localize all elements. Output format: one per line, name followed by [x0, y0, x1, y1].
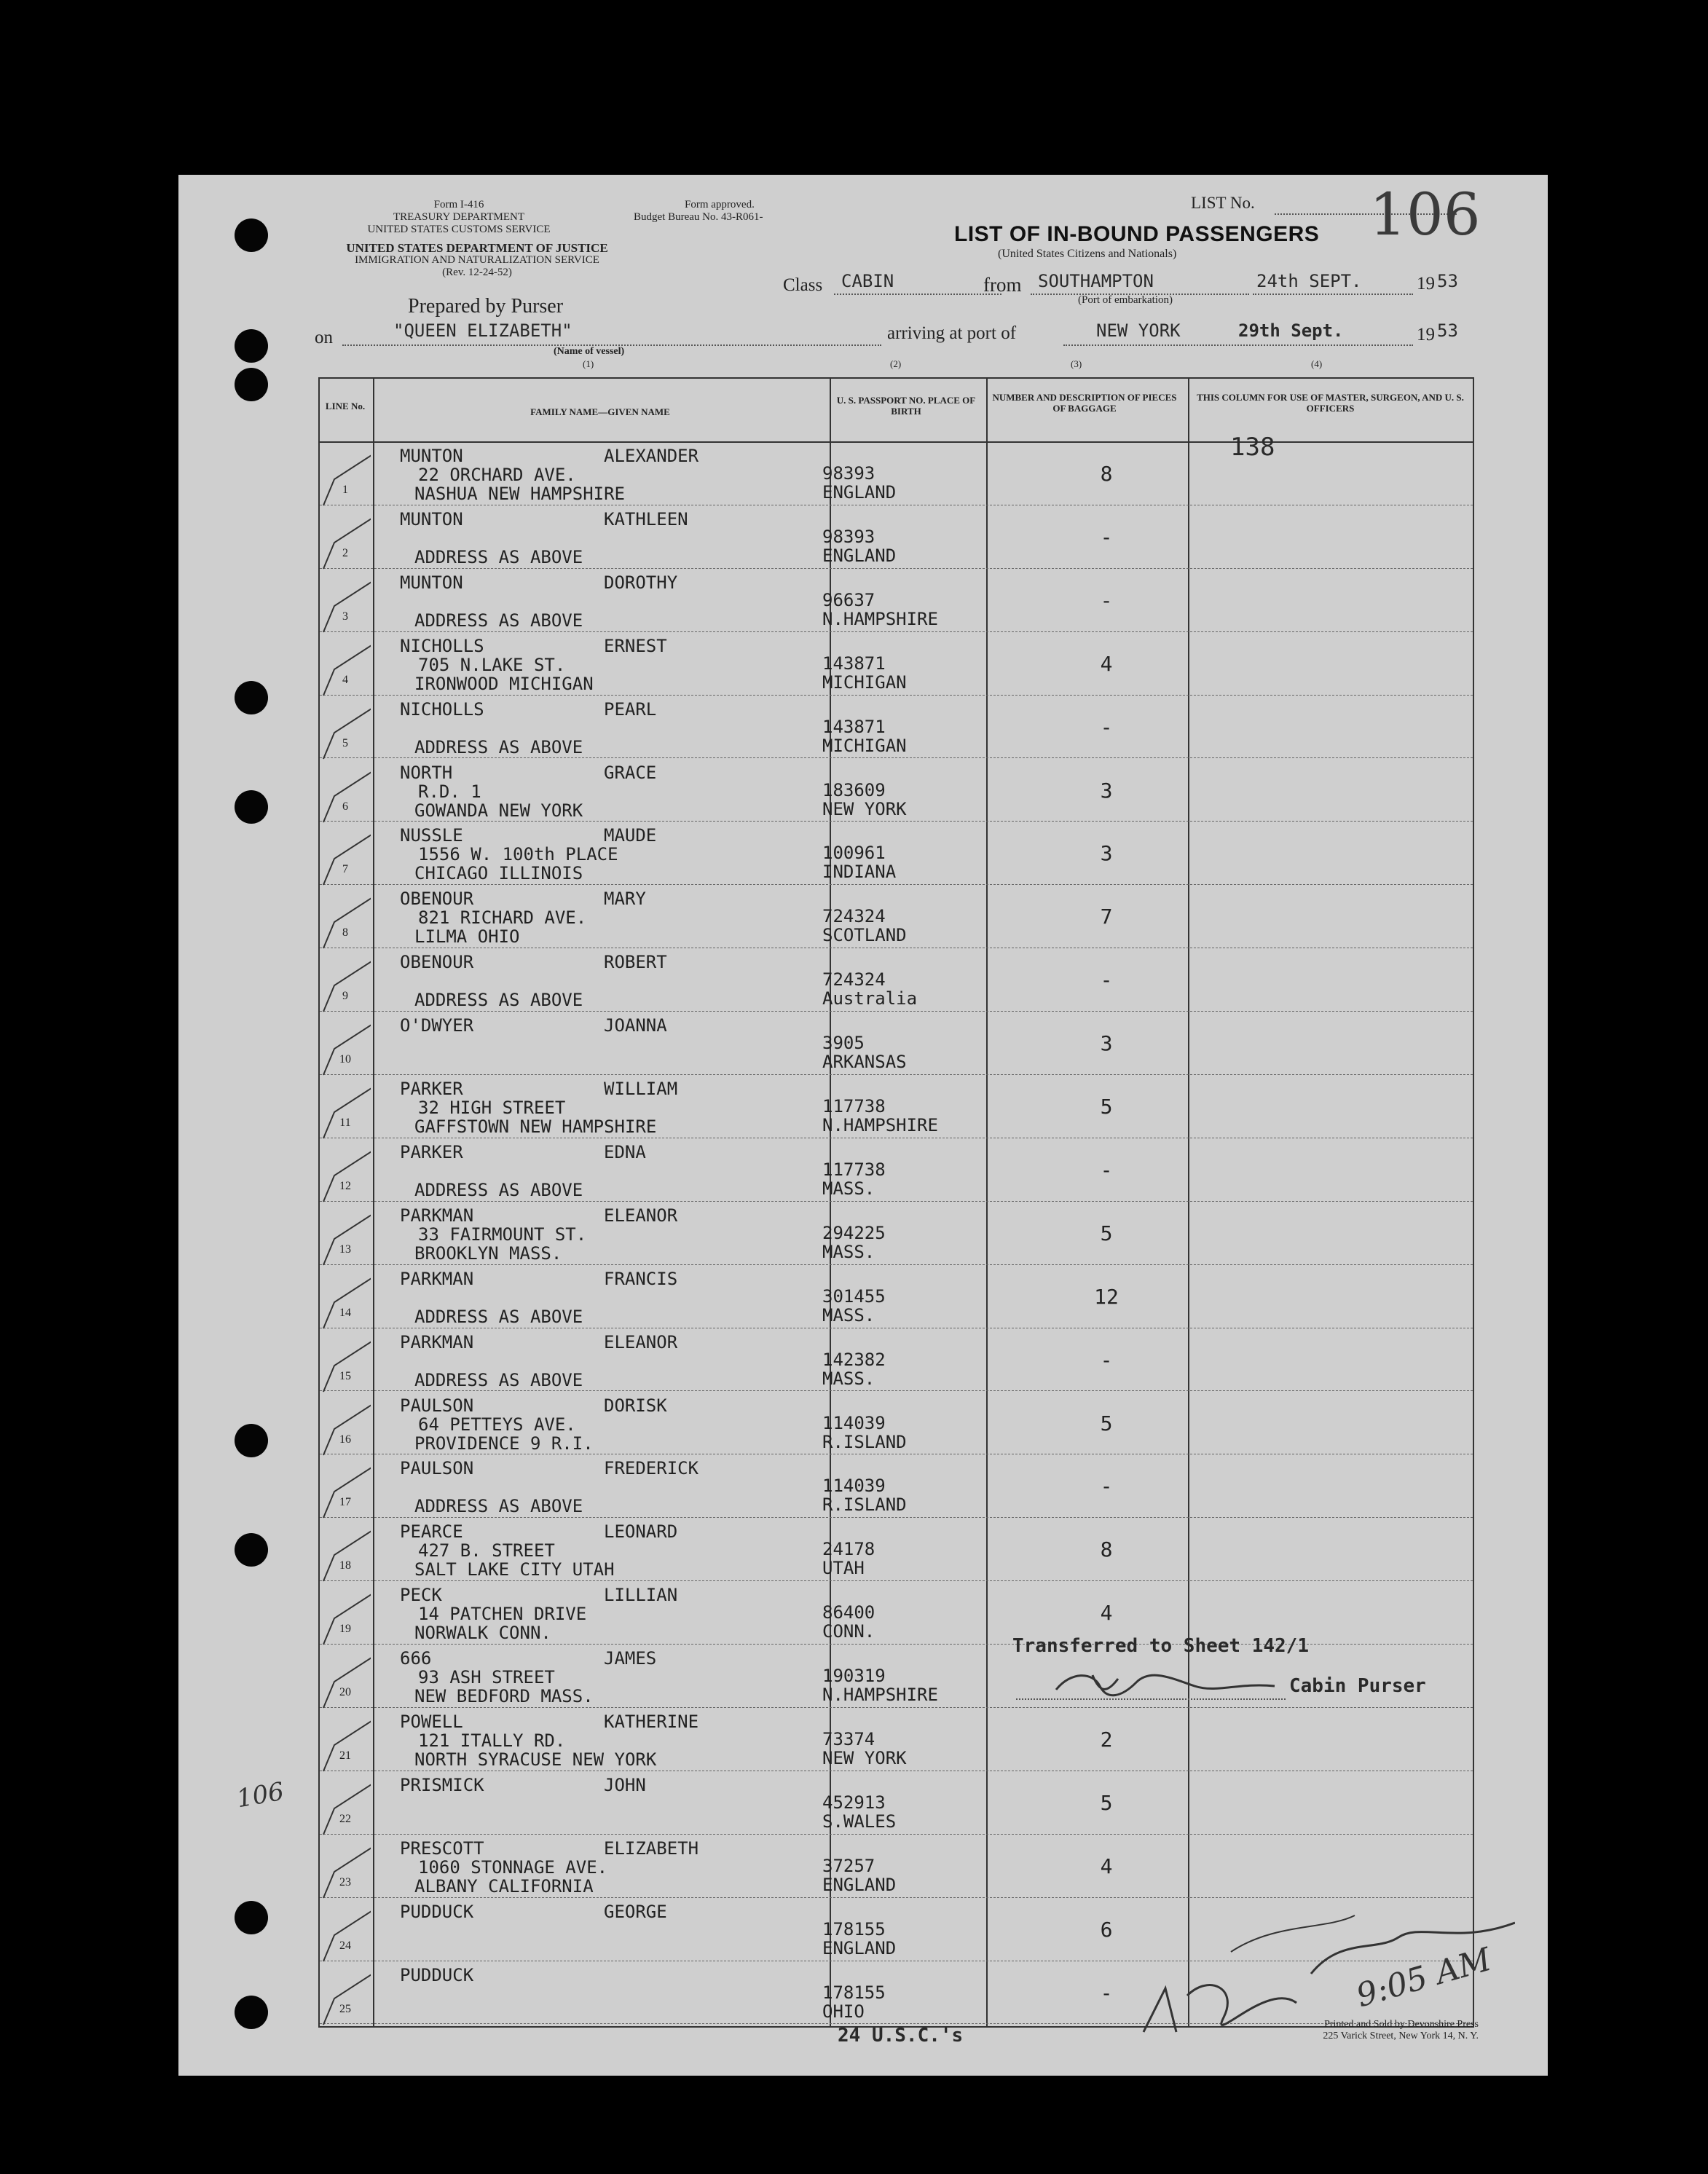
family-name: OBENOUR	[400, 889, 474, 910]
from-port: SOUTHAMPTON	[1038, 271, 1154, 291]
place-of-birth: R.ISLAND	[822, 1431, 907, 1452]
address-line-2: ADDRESS AS ABOVE	[414, 1179, 583, 1200]
table-row	[320, 1771, 1473, 1835]
family-name: PECK	[400, 1585, 442, 1606]
given-name: KATHERINE	[604, 1712, 699, 1732]
place-of-birth: ENGLAND	[822, 482, 897, 503]
check-mark	[320, 1005, 371, 1078]
passport-number: 114039	[822, 1412, 886, 1433]
passport-number: 724324	[822, 969, 886, 990]
passport-number: 183609	[822, 779, 886, 800]
baggage-count: -	[1100, 714, 1113, 739]
check-mark	[320, 1322, 371, 1395]
binder-hole	[235, 1533, 268, 1567]
vessel-caption: (Name of vessel)	[554, 346, 625, 357]
passport-number: 294225	[822, 1222, 886, 1243]
form-approval-block	[634, 199, 808, 224]
passport-number: 86400	[822, 1602, 875, 1623]
col-num-2: (2)	[890, 358, 902, 369]
baggage-count: -	[1100, 588, 1113, 613]
place-of-birth: ENGLAND	[822, 545, 897, 566]
table-row	[320, 1834, 1473, 1898]
passport-number: 98393	[822, 463, 875, 484]
given-name: LEONARD	[604, 1521, 678, 1543]
printer-line-2: 225 Varick Street, New York 14, N. Y.	[1323, 2031, 1479, 2041]
address-line-2: NORWALK CONN.	[414, 1623, 551, 1644]
arriving-year: 53	[1437, 320, 1458, 341]
baggage-count: -	[1100, 1157, 1113, 1182]
address-line-2: NORTH SYRACUSE NEW YORK	[414, 1749, 657, 1770]
baggage-count: -	[1100, 524, 1113, 549]
table-row	[320, 505, 1473, 569]
address-line-2: ADDRESS AS ABOVE	[414, 736, 583, 757]
address-line-1: 705 N.LAKE ST.	[418, 654, 566, 675]
vessel-name: "QUEEN ELIZABETH"	[393, 320, 572, 341]
check-mark	[320, 499, 371, 572]
line-number: 18	[339, 1559, 351, 1572]
check-mark	[320, 1511, 371, 1584]
check-mark	[320, 1955, 371, 2028]
family-name: PUDDUCK	[400, 1901, 474, 1922]
port-embarkation-caption: (Port of embarkation)	[1078, 294, 1173, 306]
address-line-1: 427 B. STREET	[418, 1540, 555, 1561]
baggage-count: 12	[1094, 1284, 1119, 1309]
place-of-birth: Australia	[822, 988, 918, 1009]
check-mark	[320, 1701, 371, 1774]
address-line-2: ALBANY CALIFORNIA	[414, 1875, 594, 1897]
line-number: 15	[339, 1369, 351, 1382]
table-row	[320, 1264, 1473, 1328]
family-name: 666	[400, 1648, 432, 1669]
family-name: OBENOUR	[400, 952, 474, 973]
passport-number: 96637	[822, 589, 875, 610]
given-name: MARY	[604, 889, 646, 910]
family-name: PARKMAN	[400, 1331, 474, 1352]
total-citizens: 24 U.S.C.'s	[838, 2025, 964, 2047]
line-number: 11	[339, 1116, 351, 1129]
place-of-birth: NEW YORK	[822, 798, 907, 819]
given-name: ROBERT	[604, 952, 667, 973]
table-row	[320, 631, 1473, 696]
table-row	[320, 1138, 1473, 1202]
place-of-birth: ARKANSAS	[822, 1052, 907, 1073]
check-mark	[320, 1195, 371, 1268]
line-number: 4	[342, 673, 348, 686]
baggage-count: 6	[1100, 1917, 1113, 1942]
passport-number: 301455	[822, 1285, 886, 1307]
baggage-count: 4	[1100, 651, 1113, 676]
check-mark	[320, 1575, 371, 1647]
list-number-label: LIST No.	[1191, 194, 1255, 212]
address-line-1: 821 RICHARD AVE.	[418, 907, 587, 929]
from-label: from	[983, 274, 1022, 296]
transfer-purser-label: Cabin Purser	[1289, 1675, 1426, 1697]
document-title: LIST OF IN-BOUND PASSENGERS	[954, 222, 1320, 246]
time-note: 9:05 AM	[1352, 1940, 1495, 2015]
given-name: MAUDE	[604, 825, 657, 846]
given-name: DOROTHY	[604, 572, 678, 593]
baggage-count: 3	[1100, 841, 1113, 866]
arriving-year-prefix: 19	[1417, 325, 1435, 344]
place-of-birth: ENGLAND	[822, 1937, 897, 1958]
place-of-birth: N.HAMPSHIRE	[822, 1115, 938, 1135]
address-line-1: 32 HIGH STREET	[418, 1098, 566, 1118]
address-line-2: PROVIDENCE 9 R.I.	[414, 1433, 594, 1454]
on-label: on	[315, 328, 333, 347]
binder-hole	[235, 329, 268, 363]
table-row	[320, 568, 1473, 632]
binder-hole	[235, 218, 268, 252]
baggage-count: -	[1100, 1980, 1113, 2005]
given-name: FRANCIS	[604, 1268, 678, 1289]
binder-hole	[235, 1901, 268, 1934]
col-num-4: (4)	[1311, 358, 1323, 369]
table-row	[320, 1011, 1473, 1075]
address-line-1: 93 ASH STREET	[418, 1667, 555, 1688]
place-of-birth: CONN.	[822, 1621, 875, 1642]
baggage-count: 5	[1100, 1095, 1113, 1119]
passport-number: 37257	[822, 1855, 875, 1876]
given-name: GEORGE	[604, 1901, 667, 1922]
passport-number: 143871	[822, 716, 886, 737]
class-value: CABIN	[841, 271, 894, 291]
officer-count-note: 138	[1230, 433, 1275, 462]
line-number: 9	[342, 990, 348, 1003]
address-line-1: 14 PATCHEN DRIVE	[418, 1604, 587, 1625]
line-number: 13	[339, 1242, 351, 1256]
line-number: 14	[339, 1306, 351, 1319]
place-of-birth: MASS.	[822, 1178, 875, 1199]
line-number: 1	[342, 484, 348, 496]
given-name: PEARL	[604, 698, 657, 720]
check-mark	[320, 1385, 371, 1458]
family-name: MUNTON	[400, 446, 463, 466]
given-name: FREDERICK	[604, 1458, 699, 1479]
form-revision: (Rev. 12-24-52)	[442, 267, 512, 278]
table-row	[320, 758, 1473, 822]
table-row	[320, 1328, 1473, 1392]
family-name: PRISMICK	[400, 1774, 484, 1795]
address-line-1: 33 FAIRMOUNT ST.	[418, 1224, 587, 1245]
baggage-count: 3	[1100, 778, 1113, 803]
given-name: ALEXANDER	[604, 446, 699, 466]
baggage-count: 3	[1100, 1031, 1113, 1056]
family-name: PARKMAN	[400, 1205, 474, 1226]
passenger-table	[318, 377, 1474, 2028]
given-name: JAMES	[604, 1648, 657, 1669]
check-mark	[320, 942, 371, 1015]
address-line-2: SALT LAKE CITY UTAH	[414, 1559, 615, 1580]
check-mark	[320, 1448, 371, 1521]
address-line-1: 1556 W. 100th PLACE	[418, 844, 618, 865]
check-mark	[320, 1828, 371, 1901]
given-name: JOHN	[604, 1774, 646, 1795]
place-of-birth: UTAH	[822, 1558, 865, 1579]
line-number: 25	[339, 2002, 351, 2015]
check-mark	[320, 436, 371, 508]
line-number: 24	[339, 1939, 351, 1952]
family-name: PEARCE	[400, 1521, 463, 1543]
check-mark	[320, 1068, 371, 1141]
check-mark	[320, 1132, 371, 1205]
family-name: PUDDUCK	[400, 1964, 474, 1985]
family-name: PARKER	[400, 1079, 463, 1099]
from-date: 24th SEPT.	[1256, 271, 1362, 291]
address-line-1: R.D. 1	[418, 781, 481, 802]
address-line-1: 121 ITALLY RD.	[418, 1730, 566, 1751]
form-number: Form I-416	[433, 199, 484, 210]
from-date-line	[1253, 294, 1413, 295]
passport-number: 114039	[822, 1476, 886, 1497]
col-header-baggage: NUMBER AND DESCRIPTION OF PIECES OF BAGGAGE	[992, 392, 1177, 414]
baggage-count: 4	[1100, 1854, 1113, 1878]
table-row	[320, 1391, 1473, 1455]
family-name: NICHOLLS	[400, 635, 484, 656]
line-number: 23	[339, 1875, 351, 1889]
check-mark	[320, 1259, 371, 1331]
passport-number: 143871	[822, 653, 886, 674]
place-of-birth: N.HAMPSHIRE	[822, 1685, 938, 1706]
table-header	[320, 379, 1473, 443]
transfer-note: Transferred to Sheet 142/1	[1012, 1635, 1309, 1657]
prepared-by-label: Prepared by Purser	[408, 295, 564, 318]
place-of-birth: ENGLAND	[822, 1874, 897, 1895]
check-mark	[320, 1638, 371, 1711]
baggage-count: 4	[1100, 1601, 1113, 1626]
budget-bureau: Budget Bureau No. 43-R061-	[634, 211, 763, 223]
table-row	[320, 1707, 1473, 1771]
address-line-2: BROOKLYN MASS.	[414, 1242, 562, 1264]
given-name: ELIZABETH	[604, 1838, 699, 1859]
check-mark	[320, 562, 371, 635]
family-name: PARKER	[400, 1141, 463, 1162]
check-mark	[320, 815, 371, 888]
document-subtitle: (United States Citizens and Nationals)	[998, 248, 1177, 260]
check-mark	[320, 752, 371, 825]
passport-number: 24178	[822, 1539, 875, 1560]
place-of-birth: INDIANA	[822, 862, 897, 883]
place-of-birth: MICHIGAN	[822, 672, 907, 693]
purser-signature	[1049, 1664, 1282, 1704]
margin-note: 106	[235, 1776, 286, 1814]
address-line-2: IRONWOOD MICHIGAN	[414, 673, 594, 694]
col-num-3: (3)	[1071, 358, 1082, 369]
given-name: LILLIAN	[604, 1585, 678, 1606]
check-mark	[320, 1765, 371, 1838]
address-line-2: CHICAGO ILLINOIS	[414, 863, 583, 884]
arriving-port: NEW YORK	[1096, 320, 1181, 341]
address-line-2: ADDRESS AS ABOVE	[414, 610, 583, 631]
table-row	[320, 1074, 1473, 1138]
given-name: GRACE	[604, 762, 657, 783]
col-header-officers: THIS COLUMN FOR USE OF MASTER, SURGEON, AND U. S. OFFICERS	[1197, 392, 1464, 414]
binder-hole	[235, 681, 268, 714]
table-row	[320, 821, 1473, 885]
passport-number: 117738	[822, 1096, 886, 1116]
baggage-count: 2	[1100, 1728, 1113, 1752]
line-number: 5	[342, 736, 348, 749]
from-year: 53	[1437, 271, 1458, 291]
address-line-2: ADDRESS AS ABOVE	[414, 1496, 583, 1517]
given-name: KATHLEEN	[604, 508, 688, 529]
table-row	[320, 948, 1473, 1012]
given-name: ERNEST	[604, 635, 667, 656]
dept-justice: UNITED STATES DEPARTMENT OF JUSTICE	[346, 241, 608, 255]
given-name: ELEANOR	[604, 1331, 678, 1352]
baggage-count: 5	[1100, 1221, 1113, 1245]
line-number: 19	[339, 1623, 351, 1636]
line-number: 8	[342, 926, 348, 940]
address-line-2: NEW BEDFORD MASS.	[414, 1686, 594, 1707]
family-name: PAULSON	[400, 1395, 474, 1416]
line-number: 17	[339, 1496, 351, 1509]
baggage-count: 8	[1100, 1537, 1113, 1562]
given-name: JOANNA	[604, 1015, 667, 1036]
address-line-2: ADDRESS AS ABOVE	[414, 1306, 583, 1327]
baggage-count: 5	[1100, 1411, 1113, 1435]
given-name: ELEANOR	[604, 1205, 678, 1226]
table-row	[320, 1517, 1473, 1581]
address-line-1: 64 PETTEYS AVE.	[418, 1414, 576, 1435]
line-number: 2	[342, 546, 348, 559]
ins-service: IMMIGRATION AND NATURALIZATION SERVICE	[355, 254, 599, 266]
family-name: PAULSON	[400, 1458, 474, 1479]
from-year-prefix: 19	[1417, 274, 1435, 294]
place-of-birth: SCOTLAND	[822, 925, 907, 946]
table-row	[320, 695, 1473, 759]
family-name: NORTH	[400, 762, 453, 783]
place-of-birth: R.ISLAND	[822, 1494, 907, 1516]
address-line-2: ADDRESS AS ABOVE	[414, 1369, 583, 1390]
address-line-2: GOWANDA NEW YORK	[414, 800, 583, 821]
arriving-label: arriving at port of	[887, 323, 1017, 343]
address-line-2: ADDRESS AS ABOVE	[414, 990, 583, 1011]
baggage-count: 8	[1100, 462, 1113, 486]
passport-number: 178155	[822, 1982, 886, 2003]
binder-hole	[235, 1996, 268, 2029]
passport-number: 724324	[822, 906, 886, 927]
justice-block	[313, 242, 641, 279]
table-row	[320, 884, 1473, 948]
printer-line-1: Printed and Sold by Devonshire Press	[1324, 2019, 1479, 2030]
address-line-1: 1060 STONNAGE AVE.	[418, 1856, 608, 1878]
address-line-2: NASHUA NEW HAMPSHIRE	[414, 484, 625, 504]
form-approved: Form approved.	[685, 199, 755, 210]
vessel-col-num: (1)	[583, 358, 594, 369]
place-of-birth: NEW YORK	[822, 1748, 907, 1768]
place-of-birth: MASS.	[822, 1368, 875, 1389]
baggage-count: -	[1100, 1347, 1113, 1372]
line-number: 21	[339, 1749, 351, 1762]
form-department: TREASURY DEPARTMENT	[393, 211, 525, 223]
form-service: UNITED STATES CUSTOMS SERVICE	[367, 224, 551, 235]
line-number: 16	[339, 1433, 351, 1446]
line-number: 20	[339, 1686, 351, 1699]
passport-number: 98393	[822, 526, 875, 547]
family-name: MUNTON	[400, 508, 463, 529]
binder-hole	[235, 1424, 268, 1457]
place-of-birth: MASS.	[822, 1304, 875, 1326]
baggage-count: -	[1100, 1474, 1113, 1499]
family-name: PRESCOTT	[400, 1838, 484, 1859]
place-of-birth: MICHIGAN	[822, 735, 907, 756]
family-name: NUSSLE	[400, 825, 463, 846]
address-line-2: ADDRESS AS ABOVE	[414, 546, 583, 567]
family-name: POWELL	[400, 1712, 463, 1732]
arriving-date: 29th Sept.	[1238, 320, 1344, 341]
line-number: 7	[342, 863, 348, 876]
passport-number: 3905	[822, 1033, 865, 1054]
baggage-count: 7	[1100, 905, 1113, 929]
binder-hole	[235, 368, 268, 401]
arriving-line	[1063, 344, 1413, 346]
passport-number: 178155	[822, 1918, 886, 1939]
place-of-birth: MASS.	[822, 1241, 875, 1262]
passport-number: 73374	[822, 1729, 875, 1749]
line-number: 3	[342, 610, 348, 623]
baggage-count: -	[1100, 968, 1113, 993]
binder-hole	[235, 790, 268, 824]
place-of-birth: S.WALES	[822, 1811, 897, 1832]
check-mark	[320, 626, 371, 698]
family-name: NICHOLLS	[400, 698, 484, 720]
address-line-2: GAFFSTOWN NEW HAMPSHIRE	[414, 1116, 657, 1137]
line-number: 6	[342, 800, 348, 813]
table-row	[320, 1201, 1473, 1265]
line-number: 10	[339, 1053, 351, 1066]
family-name: MUNTON	[400, 572, 463, 593]
table-row	[320, 1454, 1473, 1518]
family-name: O'DWYER	[400, 1015, 474, 1036]
col-header-passport: U. S. PASSPORT NO. PLACE OF BIRTH	[836, 395, 976, 417]
passport-number: 142382	[822, 1349, 886, 1370]
address-line-2: LILMA OHIO	[414, 926, 520, 948]
passport-number: 100961	[822, 843, 886, 864]
given-name: DORISK	[604, 1395, 667, 1416]
form-number-block	[350, 199, 568, 236]
family-name: PARKMAN	[400, 1268, 474, 1289]
given-name: EDNA	[604, 1141, 646, 1162]
check-mark	[320, 689, 371, 762]
address-line-1: 22 ORCHARD AVE.	[418, 465, 576, 485]
col-header-name: FAMILY NAME—GIVEN NAME	[530, 406, 670, 417]
check-mark	[320, 1891, 371, 1964]
passport-number: 190319	[822, 1666, 886, 1687]
class-label: Class	[783, 275, 823, 295]
check-mark	[320, 878, 371, 951]
given-name: WILLIAM	[604, 1079, 678, 1099]
class-line	[834, 294, 1001, 295]
line-number: 22	[339, 1812, 351, 1825]
list-number-handwritten: 106	[1369, 181, 1481, 248]
table-row	[320, 441, 1473, 505]
col-header-line: LINE No.	[325, 401, 366, 411]
place-of-birth: N.HAMPSHIRE	[822, 608, 938, 629]
passport-number: 452913	[822, 1792, 886, 1813]
baggage-count: 5	[1100, 1790, 1113, 1815]
place-of-birth: OHIO	[822, 2001, 865, 2022]
passport-number: 117738	[822, 1159, 886, 1180]
line-number: 12	[339, 1179, 351, 1192]
